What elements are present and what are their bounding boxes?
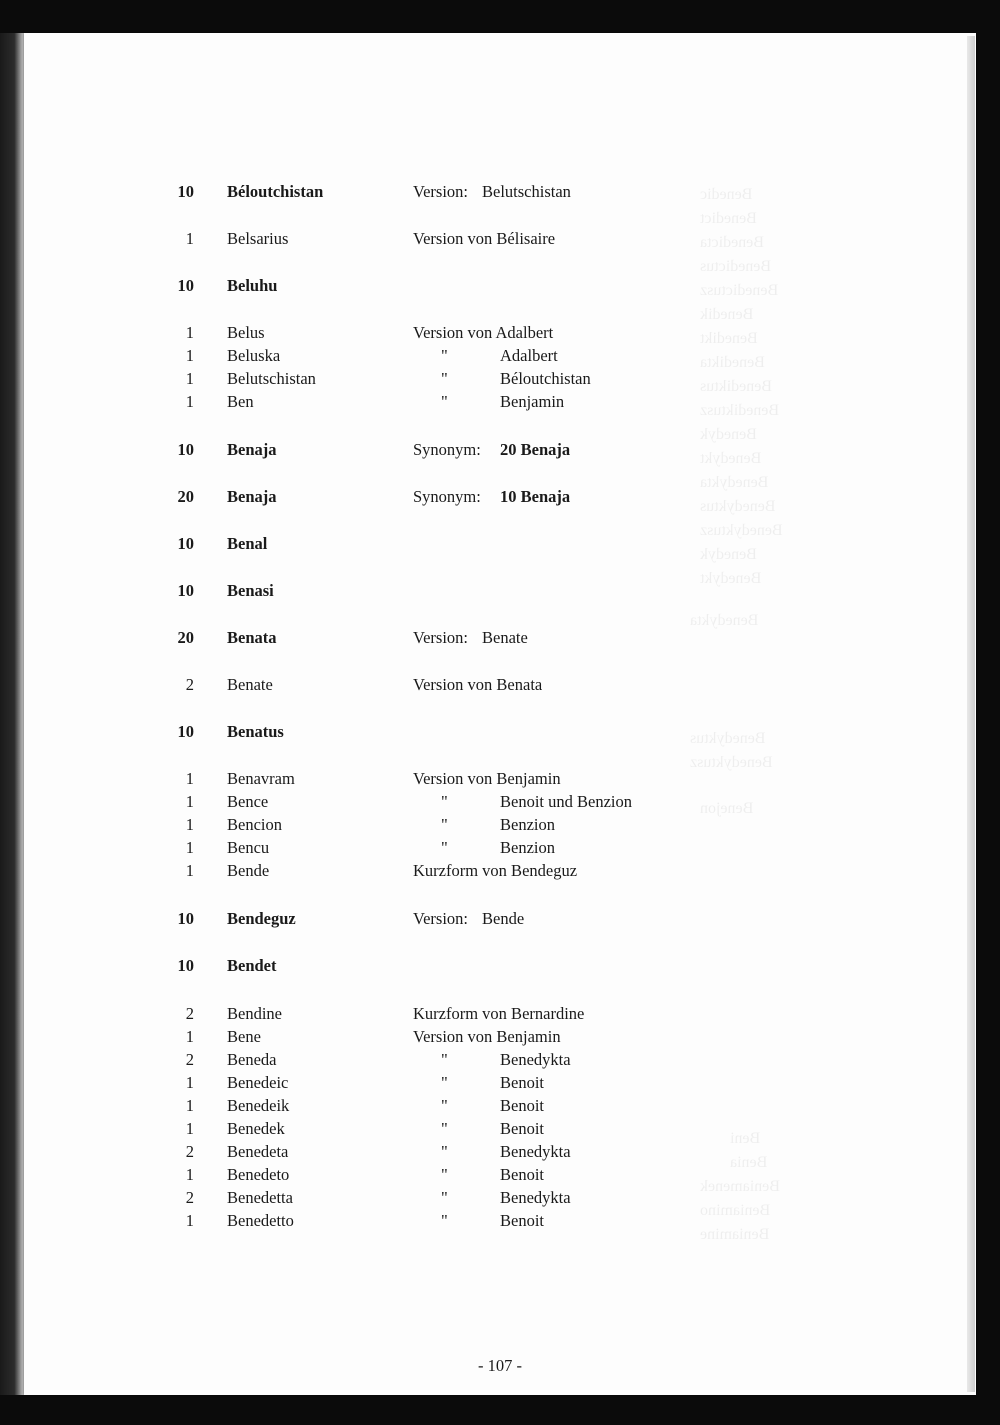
bleed-text: Benedyk (700, 426, 757, 443)
bleed-text: Benedic (700, 186, 753, 203)
bleed-text: Beniamenek (700, 1178, 780, 1195)
entry-count: 2 (185, 1004, 194, 1023)
entry-reference: Benedykta (500, 1050, 571, 1069)
bleed-text: Benedikt (700, 330, 758, 347)
bleed-text: Benedykt (700, 570, 762, 587)
entry-name: Benavram (227, 769, 295, 788)
entry-name: Benedeik (227, 1096, 290, 1115)
page-edge (967, 36, 975, 1392)
entry-description: Version: (413, 182, 468, 201)
bleed-text: Benedicta (700, 234, 764, 251)
entry-count: 10 (177, 581, 194, 600)
entry-name: Belsarius (227, 229, 289, 248)
entry-count: 2 (185, 1142, 194, 1161)
entry-reference: Benoit und Benzion (500, 792, 632, 811)
bleed-text: Benedikta (700, 354, 765, 371)
bleed-text: Benedyk (700, 546, 757, 563)
entry-reference: Benoit (500, 1119, 544, 1138)
entry-count: 10 (177, 722, 194, 741)
entry-name: Bende (227, 861, 270, 880)
ditto-mark: " (441, 815, 448, 834)
entry-name: Bendine (227, 1004, 282, 1023)
ditto-mark: " (441, 1096, 448, 1115)
entry-count: 1 (185, 369, 194, 388)
ditto-mark: " (441, 1142, 448, 1161)
entry-count: 1 (185, 815, 194, 834)
bleed-text: Beniamine (700, 1226, 770, 1243)
entry-reference: Bende (482, 909, 525, 928)
entry-count: 1 (185, 1096, 194, 1115)
entry-reference: Benedykta (500, 1142, 571, 1161)
entry-description: Synonym: (413, 487, 481, 506)
ditto-mark: " (441, 346, 448, 365)
entry-description: Version von Adalbert (413, 323, 554, 342)
page-number: - 107 - (478, 1356, 522, 1375)
entry-name: Belus (227, 323, 265, 342)
entry-description: Kurzform von Bendeguz (413, 861, 578, 880)
entry-name: Beluhu (227, 276, 278, 295)
bleed-text: Benedyktus (700, 498, 776, 515)
entry-name: Beluska (227, 346, 281, 365)
bleed-text: Benejon (700, 800, 754, 817)
bleed-text: Benedyktusz (700, 522, 783, 539)
entry-name: Béloutchistan (227, 182, 324, 201)
entry-count: 1 (185, 323, 194, 342)
entry-description: Version von Bélisaire (413, 229, 556, 248)
entry-name: Benedek (227, 1119, 285, 1138)
entry-count: 1 (185, 792, 194, 811)
entry-description: Synonym: (413, 440, 481, 459)
ditto-mark: " (441, 1165, 448, 1184)
ditto-mark: " (441, 369, 448, 388)
bleed-text: Benediktus (700, 378, 772, 395)
entry-name: Bendeguz (227, 909, 296, 928)
entry-count: 2 (185, 1050, 194, 1069)
entry-description: Version von Benata (413, 675, 543, 694)
bleed-text: Benia (730, 1154, 768, 1171)
entry-description: Version: (413, 628, 468, 647)
ditto-mark: " (441, 1073, 448, 1092)
entry-reference: Benedykta (500, 1188, 571, 1207)
entry-reference: Benate (482, 628, 528, 647)
bleed-text: Benedictus (700, 258, 772, 275)
entry-name: Bendet (227, 956, 277, 975)
entry-count: 20 (177, 487, 194, 506)
entry-name: Beneda (227, 1050, 277, 1069)
entry-count: 1 (185, 229, 194, 248)
entry-name: Belutschistan (227, 369, 316, 388)
entry-count: 10 (177, 182, 194, 201)
entry-reference: 20 Benaja (500, 440, 571, 459)
entry-name: Benasi (227, 581, 274, 600)
bleed-text: Benedyktus (690, 730, 766, 747)
ditto-mark: " (441, 1119, 448, 1138)
entry-reference: 10 Benaja (500, 487, 571, 506)
entry-description: Version von Benjamin (413, 769, 561, 788)
entry-count: 10 (177, 956, 194, 975)
entry-description: Version von Benjamin (413, 1027, 561, 1046)
entry-count: 10 (177, 534, 194, 553)
entry-name: Benal (227, 534, 268, 553)
entry-reference: Benzion (500, 838, 555, 857)
entry-description: Version: (413, 909, 468, 928)
ditto-mark: " (441, 792, 448, 811)
bleed-text: Benedik (700, 306, 754, 323)
entry-reference: Benoit (500, 1096, 544, 1115)
entry-count: 1 (185, 346, 194, 365)
entry-count: 1 (185, 392, 194, 411)
entry-name: Bencu (227, 838, 270, 857)
entry-name: Benedeta (227, 1142, 289, 1161)
bleed-text: Benedyktusz (690, 754, 773, 771)
entry-count: 1 (185, 769, 194, 788)
bleed-text: Beniamino (700, 1202, 771, 1219)
entry-name: Bence (227, 792, 269, 811)
bleed-text: Beni (730, 1130, 761, 1147)
entry-count: 1 (185, 1211, 194, 1230)
entry-count: 2 (185, 1188, 194, 1207)
entry-count: 1 (185, 1027, 194, 1046)
bleed-text: Benedykt (700, 450, 762, 467)
entry-count: 1 (185, 838, 194, 857)
entry-count: 10 (177, 276, 194, 295)
entry-name: Benaja (227, 440, 277, 459)
entry-count: 1 (185, 861, 194, 880)
entry-reference: Benzion (500, 815, 555, 834)
entry-count: 1 (185, 1119, 194, 1138)
ditto-mark: " (441, 1050, 448, 1069)
bleed-text: Benedykta (700, 474, 769, 491)
entry-reference: Adalbert (500, 346, 558, 365)
entry-name: Benedetta (227, 1188, 293, 1207)
entry-count: 1 (185, 1165, 194, 1184)
entry-name: Bene (227, 1027, 261, 1046)
entry-name: Ben (227, 392, 254, 411)
entry-count: 20 (177, 628, 194, 647)
entry-name: Benaja (227, 487, 277, 506)
bleed-text: Benediktusz (700, 402, 780, 419)
ditto-mark: " (441, 1188, 448, 1207)
entry-count: 10 (177, 909, 194, 928)
entry-name: Benatus (227, 722, 284, 741)
entry-count: 2 (185, 675, 194, 694)
ditto-mark: " (441, 392, 448, 411)
entry-reference: Benoit (500, 1211, 544, 1230)
entry-name: Benedeic (227, 1073, 289, 1092)
ditto-mark: " (441, 838, 448, 857)
entry-name: Benedeto (227, 1165, 290, 1184)
entry-reference: Béloutchistan (500, 369, 591, 388)
entry-count: 10 (177, 440, 194, 459)
entry-reference: Belutschistan (482, 182, 571, 201)
ditto-mark: " (441, 1211, 448, 1230)
entry-name: Benate (227, 675, 273, 694)
entry-reference: Benoit (500, 1073, 544, 1092)
entry-name: Bencion (227, 815, 282, 834)
entry-name: Benata (227, 628, 277, 647)
entry-reference: Benjamin (500, 392, 565, 411)
entry-description: Kurzform von Bernardine (413, 1004, 585, 1023)
bleed-text: Benedictusz (700, 282, 779, 299)
bleed-text: Benedykta (690, 612, 759, 629)
bleed-text: Benedict (700, 210, 757, 227)
entry-count: 1 (185, 1073, 194, 1092)
entry-name: Benedetto (227, 1211, 294, 1230)
entry-reference: Benoit (500, 1165, 544, 1184)
